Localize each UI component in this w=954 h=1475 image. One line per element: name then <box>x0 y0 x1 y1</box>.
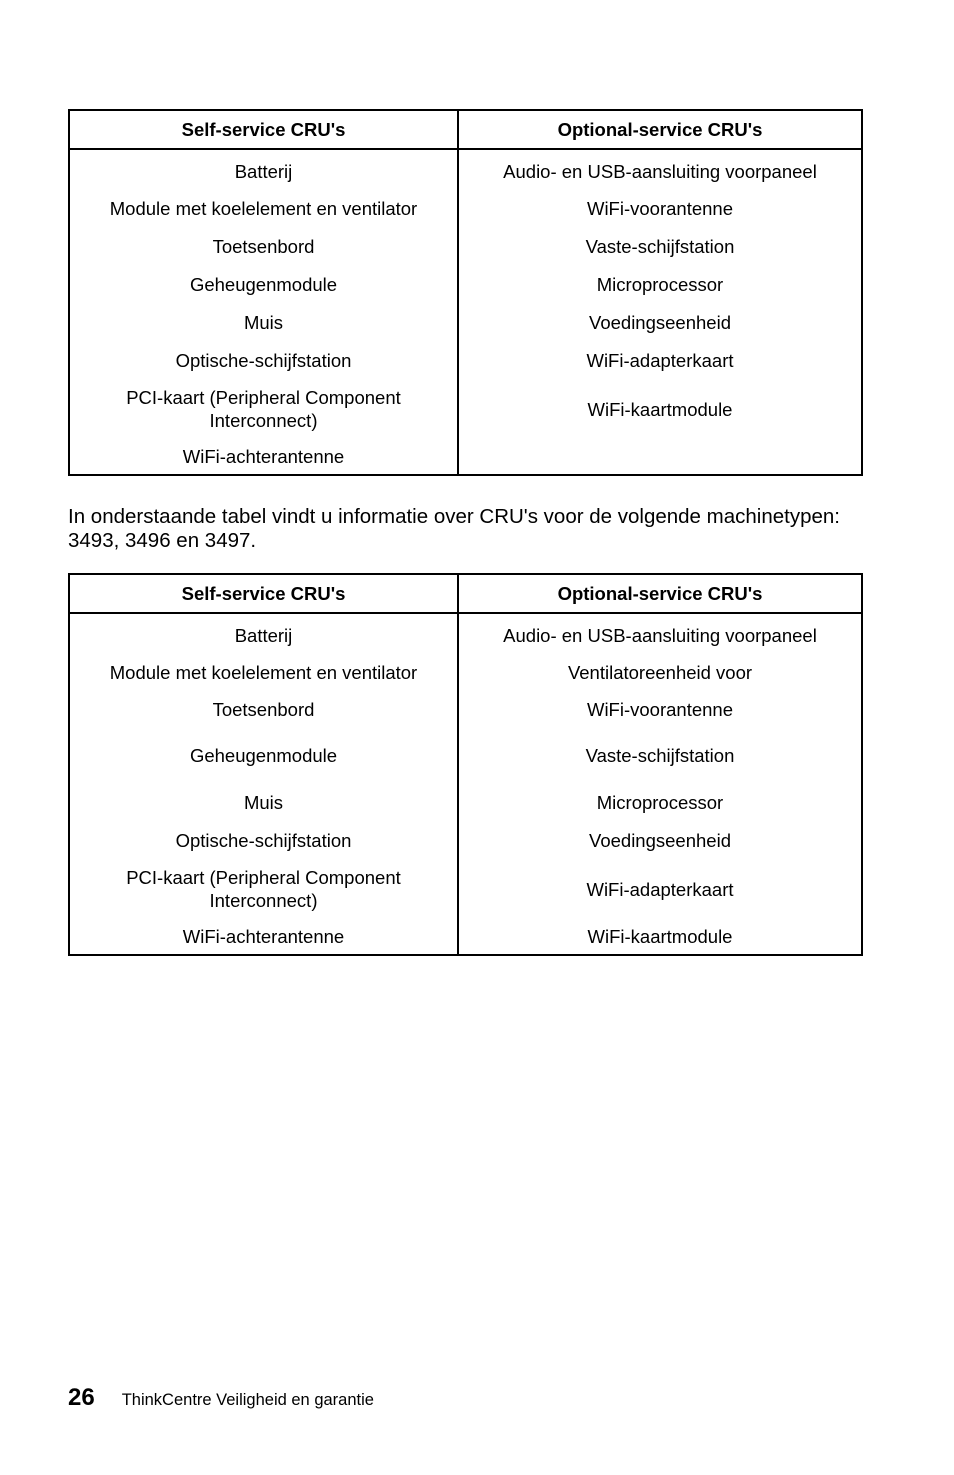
footer-title: ThinkCentre Veiligheid en garantie <box>121 1391 374 1409</box>
table-row <box>69 821 862 859</box>
table-cell: Audio- en USB-aansluiting voorpaneel <box>458 613 862 653</box>
table-cell: PCI-kaart (Peripheral Component Interconnect) <box>69 859 458 919</box>
table-cell: Audio- en USB-aansluiting voorpaneel <box>458 149 862 189</box>
column-header-self-service: Self-service CRU's <box>69 574 458 613</box>
table-header-row <box>69 110 862 149</box>
table-cell: Geheugenmodule <box>69 727 458 783</box>
table-cell: WiFi-voorantenne <box>458 691 862 727</box>
table-cell: Toetsenbord <box>69 227 458 265</box>
table-cell: Toetsenbord <box>69 691 458 727</box>
table-row <box>69 653 862 691</box>
table-row <box>69 379 862 439</box>
table-row <box>69 691 862 727</box>
table-cell: Vaste-schijfstation <box>458 727 862 783</box>
table-cell: Module met koelelement en ventilator <box>69 189 458 227</box>
table-row <box>69 727 862 783</box>
table-cell: Ventilatoreenheid voor <box>458 653 862 691</box>
table-cell: Microprocessor <box>458 783 862 821</box>
table-row <box>69 189 862 227</box>
intro-paragraph: In onderstaande tabel vindt u informatie over CRU's voor de volgende machinetypen: 3493, 3496 en 3497. <box>68 505 840 552</box>
cru-table-1 <box>68 109 863 476</box>
page-number: 26 <box>68 1384 95 1411</box>
table-header-row <box>69 574 862 613</box>
table-row <box>69 783 862 821</box>
table-cell: Batterij <box>69 613 458 653</box>
cru-table-2 <box>68 573 863 956</box>
table-cell: Voedingseenheid <box>458 821 862 859</box>
table-cell: Microprocessor <box>458 265 862 303</box>
table-cell: WiFi-achterantenne <box>69 919 458 955</box>
table-cell: WiFi-kaartmodule <box>458 379 862 439</box>
table-cell: WiFi-voorantenne <box>458 189 862 227</box>
table-row <box>69 919 862 955</box>
table-row <box>69 341 862 379</box>
table-cell: WiFi-achterantenne <box>69 439 458 475</box>
column-header-optional-service: Optional-service CRU's <box>458 110 862 149</box>
table-cell: PCI-kaart (Peripheral Component Interconnect) <box>69 379 458 439</box>
table-cell: Voedingseenheid <box>458 303 862 341</box>
table-row <box>69 149 862 189</box>
table-cell: WiFi-adapterkaart <box>458 341 862 379</box>
page-footer <box>68 1384 374 1412</box>
table-row <box>69 859 862 919</box>
table-cell: Optische-schijfstation <box>69 821 458 859</box>
table-cell: Optische-schijfstation <box>69 341 458 379</box>
table-cell: Batterij <box>69 149 458 189</box>
table-row <box>69 613 862 653</box>
table-cell: WiFi-adapterkaart <box>458 859 862 919</box>
table-row <box>69 303 862 341</box>
table-row <box>69 439 862 475</box>
table-cell: Geheugenmodule <box>69 265 458 303</box>
table-row <box>69 227 862 265</box>
column-header-self-service: Self-service CRU's <box>69 110 458 149</box>
column-header-optional-service: Optional-service CRU's <box>458 574 862 613</box>
table-cell: Muis <box>69 783 458 821</box>
table-cell: Muis <box>69 303 458 341</box>
table-cell: WiFi-kaartmodule <box>458 919 862 955</box>
table-cell: Vaste-schijfstation <box>458 227 862 265</box>
table-row <box>69 265 862 303</box>
table-cell: Module met koelelement en ventilator <box>69 653 458 691</box>
table-cell <box>458 439 862 475</box>
